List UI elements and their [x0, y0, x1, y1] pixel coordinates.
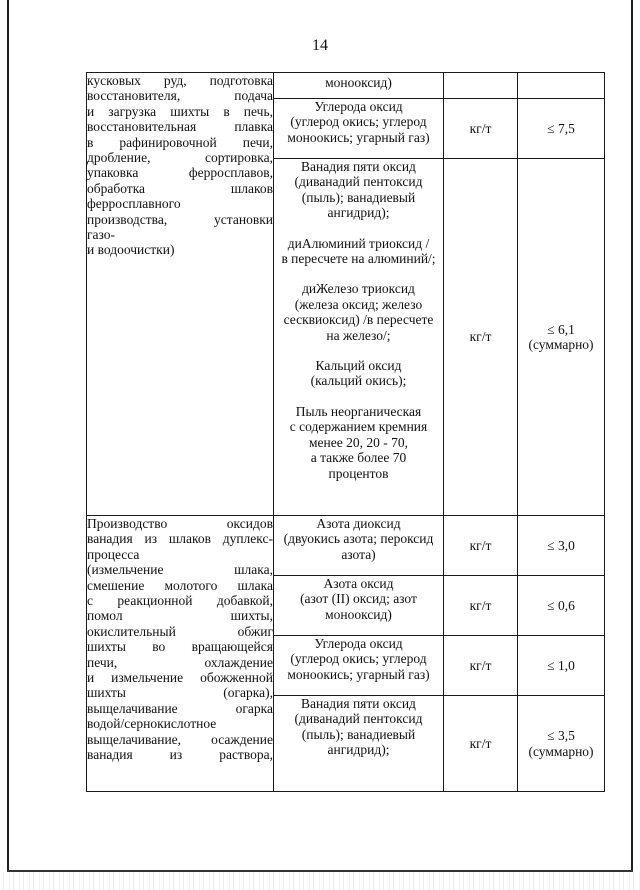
process-line: окислительный обжиг — [87, 623, 273, 639]
unit-cell: кг/т — [444, 576, 518, 636]
substance-line: ангидрид); — [327, 742, 390, 758]
unit-cell — [444, 73, 518, 99]
process-line: водой/сернокислотное — [87, 716, 217, 732]
substance-line: монооксид) — [325, 606, 392, 622]
substance-line: Азота диоксид — [316, 516, 401, 531]
substance-line: менее 20, 20 - 70, — [309, 434, 408, 450]
process-description-cell — [87, 516, 274, 792]
norm-cell — [518, 159, 605, 516]
scan-noise — [0, 872, 640, 890]
process-line: кусковых руд, подготовка — [87, 73, 273, 88]
table-row — [87, 516, 605, 576]
norm-cell — [518, 636, 605, 696]
substance-line: (железа оксид; железо — [294, 296, 423, 312]
norm-cell — [518, 73, 605, 99]
process-line: дробление, сортировка, — [87, 150, 273, 166]
substance-line: азота) — [341, 546, 376, 562]
page-number: 14 — [312, 37, 328, 54]
unit-cell: кг/т — [444, 636, 518, 696]
process-line: газо- — [87, 227, 116, 243]
substance-line: Ванадия пяти оксид — [301, 159, 416, 174]
substance-line: моноокись; угарный газ) — [287, 666, 430, 682]
substance-line: ангидрид); — [327, 205, 390, 221]
substance-line: (кальций окись); — [310, 373, 407, 389]
process-line: шихты во вращающейся — [87, 639, 273, 655]
substance-line: (пыль); ванадиевый — [301, 726, 416, 742]
scan-border-left — [7, 0, 9, 872]
substance-line: моноокись; угарный газ) — [287, 129, 430, 145]
substance-line: с содержанием кремния — [289, 419, 428, 435]
norm-note: (суммарно) — [528, 743, 594, 759]
substance-line: (азот (II) оксид; азот — [300, 591, 417, 607]
norm-value: ≤ 1,0 — [547, 657, 575, 673]
process-line: ферросплавного — [87, 196, 181, 212]
substance-line: моноoксид) — [325, 75, 392, 90]
norm-cell — [518, 696, 605, 792]
substance-line: диЖелезо триоксид — [302, 281, 415, 297]
substance-line: диАлюминий триоксид / — [287, 235, 430, 251]
substance-cell — [274, 576, 444, 636]
substance-line: процентов — [328, 465, 389, 481]
substance-line: а также более 70 — [310, 450, 407, 466]
process-description-cell — [87, 73, 274, 516]
emissions-table — [86, 72, 605, 792]
process-line: выщелачивание огарка — [87, 700, 273, 716]
table-row — [87, 73, 605, 99]
process-line: помол шихты, — [87, 608, 273, 624]
process-line: ванадия из раствора, — [87, 747, 273, 763]
process-line: печи, охлаждение — [87, 654, 273, 670]
substance-line: на железо/; — [326, 327, 391, 343]
process-line: выщелачивание, осаждение — [87, 731, 273, 747]
process-line: Производство оксидов — [87, 516, 273, 531]
process-line: смешение молотого шлака — [87, 577, 273, 593]
substance-cell — [274, 696, 444, 792]
norm-value: ≤ 3,0 — [547, 537, 575, 553]
substance-line: Ванадия пяти оксид — [301, 696, 416, 711]
substance-line: сесквиоксид) /в пересчете — [283, 312, 434, 328]
substance-line: (углерод окись; углерод — [290, 651, 427, 667]
unit-cell: кг/т — [444, 696, 518, 792]
process-line: и водоочистки) — [87, 242, 175, 258]
process-line: обработка шлаков — [87, 180, 273, 196]
process-line: и загрузка шихты в печь, — [87, 103, 273, 119]
unit-cell: кг/т — [444, 99, 518, 159]
process-line: шихты (огарка), — [87, 685, 273, 701]
scan-border-right — [631, 0, 633, 872]
substance-cell — [274, 73, 444, 99]
norm-value: ≤ 3,5 — [547, 728, 575, 744]
substance-cell — [274, 636, 444, 696]
process-line: восстановителя, подача — [87, 88, 273, 104]
unit-cell: кг/т — [444, 159, 518, 516]
substance-line: (диванадий пентоксид — [294, 711, 423, 727]
process-line: с реакционной добавкой, — [87, 593, 273, 609]
substance-cell — [274, 516, 444, 576]
substance-line: Азота оксид — [323, 576, 394, 591]
process-line: (измельчение шлака, — [87, 562, 273, 578]
norm-cell — [518, 516, 605, 576]
substance-cell — [274, 159, 444, 516]
norm-value: ≤ 0,6 — [547, 597, 575, 613]
process-line: восстановительная плавка — [87, 119, 273, 135]
process-line: производства, установки — [87, 211, 273, 227]
norm-value: ≤ 7,5 — [547, 120, 575, 136]
substance-line: (углерод окись; углерод — [290, 114, 427, 130]
norm-value: ≤ 6,1 — [547, 321, 575, 337]
process-line: упаковка ферросплавов, — [87, 165, 273, 181]
norm-note: (суммарно) — [528, 337, 594, 352]
substance-line: (пыль); ванадиевый — [301, 189, 416, 205]
process-line: и измельчение обожженной — [87, 670, 273, 686]
substance-line: Углерода оксид — [314, 636, 403, 651]
substance-line: Кальций оксид — [315, 358, 402, 374]
substance-line: Пыль неорганическая — [295, 403, 422, 419]
substance-line: в пересчете на алюминий/; — [281, 251, 436, 267]
substance-line: (диванадий пентоксид — [294, 174, 423, 190]
process-line: в рафинировочной печи, — [87, 134, 273, 150]
substance-line: (двуокись азота; пероксид — [283, 531, 434, 547]
substance-line: Углерода оксид — [314, 99, 403, 114]
process-line: ванадия из шлаков дуплекс- — [87, 531, 273, 547]
process-line: процесса — [87, 546, 140, 562]
substance-cell — [274, 99, 444, 159]
norm-cell — [518, 99, 605, 159]
unit-cell: кг/т — [444, 516, 518, 576]
norm-cell — [518, 576, 605, 636]
